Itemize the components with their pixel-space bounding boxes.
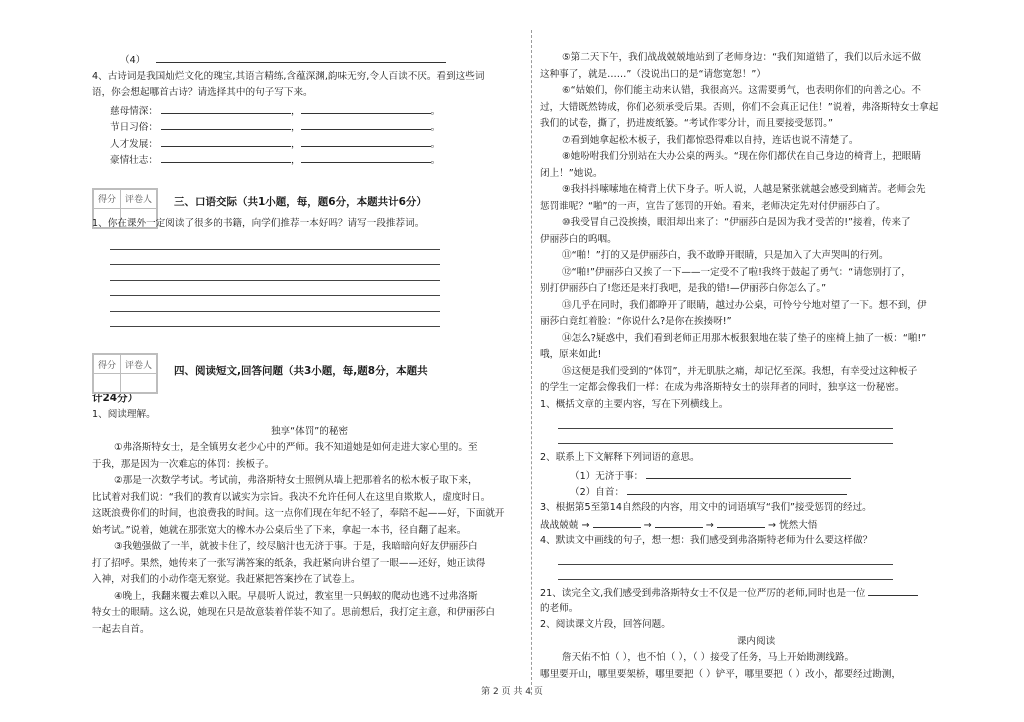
passage-line: ⑪“啪！”打的又是伊丽莎白，我不敢睁开眼睛，只是加入了大声哭叫的行列。	[562, 250, 889, 261]
passage-line: 我们的试卷，撕了，扔进废纸篓。“考试作零分计，而且要接受惩罚。”	[540, 118, 833, 129]
section-4-question-1: 1、阅读理解。	[92, 409, 156, 420]
passage-line: ⑩我受冒自己没挨揍，眼泪却出来了：“伊丽莎白是因为我才受苦的!”接着，传来了	[562, 217, 911, 228]
answer-line	[593, 516, 641, 528]
passage-line: 打了招呼。果然，她传来了一张写满答案的纸条，我赶紧向讲台望了一眼——还好，她正读得	[92, 557, 486, 569]
poem-row: 豪情壮志： ， 。	[92, 151, 527, 168]
passage-line: ③我勉强做了一半，就被卡住了，绞尽脑汁也无济于事。于是，我暗暗向好友伊丽莎白	[114, 541, 478, 552]
passage-line: 丽莎白竟红着脸：“你说什么?是你在挨揍呀!”	[540, 316, 732, 327]
section-3-question: 1、你在课外一定阅读了很多的书籍，向学们推荐一本好吗？请写一段推荐词。	[92, 217, 425, 229]
question-2a-label: （1）无济于事：	[570, 470, 644, 482]
passage-line: 哦，原来如此!	[540, 349, 602, 360]
passage-line: 于我，那是因为一次难忘的体罚：挨板子。	[92, 458, 275, 470]
passage-line: 过，大错既然铸成，你们必须承受后果。否则，你们不会真正记住！”说着，弗洛斯特女士拿起	[540, 101, 939, 113]
question-21	[540, 584, 972, 601]
score-box	[92, 353, 158, 394]
answer-line	[156, 51, 446, 63]
answer-lines	[110, 234, 440, 327]
answer-line	[301, 118, 431, 130]
passage-line: 这既浪费你们的时间，也浪费我的时间。这一点你们现在年纪不轻了，奉陪不起——好，下面就开	[92, 508, 505, 519]
answer-line	[558, 413, 893, 429]
passage-title: 独享“体罚”的秘密	[270, 425, 349, 437]
poem-row: 人才发展： ， 。	[92, 135, 527, 152]
passage-line: 入神，对我们的小动作毫无察觉。我赶紧把答案抄在了试卷上。	[92, 574, 361, 585]
answer-line	[301, 102, 431, 114]
score-label: 得分	[94, 189, 121, 208]
extra-line: 哪里要开山，哪里要架桥，哪里要把（ ）铲平，哪里要把（ ）改小，都要经过勘测，	[540, 668, 902, 680]
question-2a	[540, 467, 972, 484]
answer-line	[110, 265, 440, 281]
passage-line: 特女士的眼睛。这么说，她现在只是故意装着佯装不知了。思前想后，我打定主意，和伊丽莎白	[92, 607, 495, 618]
section-4-title: 四、阅读短文,回答问题（共3小题，每,题8分，本题共	[174, 365, 428, 377]
answer-line	[110, 281, 440, 297]
passage-line: 这种事了，就是……”（没说出口的是“请您宽恕！”）	[540, 68, 766, 80]
passage-line: 惩罚谁呢？“啪”的一声，宣告了惩罚的开始。看来，老师决定先对付伊丽莎白了。	[540, 200, 886, 212]
question-3: 3、根据第5至第14自然段的内容，用文中的词语填写“我们”接受惩罚的经过。	[540, 501, 872, 513]
answer-line	[110, 296, 440, 312]
answer-line	[558, 549, 893, 565]
passage-line: 别打伊丽莎白了!您还是来打我吧，是我的错!—伊丽莎白你怎么了。”	[540, 283, 827, 294]
passage-line: ⑭怎么?疑惑中，我们看到老师正用那木板狠狠地在装了垫子的座椅上抽了一板：“啪!”	[562, 332, 927, 344]
passage-line: ⑤第二天下午，我们战战兢兢地站到了老师身边：“我们知道错了，我们以后永远不做	[562, 52, 921, 63]
answer-line	[301, 135, 431, 147]
question-1: 1、概括文章的主要内容，写在下列横线上。	[540, 398, 729, 410]
answer-line	[301, 151, 431, 163]
arrow-icon: →	[705, 520, 714, 531]
grader-label: 评卷人	[121, 355, 157, 374]
passage-line: 始考试。”说着，她就在那张宽大的橡木办公桌后坐了下来，拿起一本书，径自翻了起来。	[92, 524, 467, 536]
fill-end: 恍然大悟	[779, 520, 818, 531]
answer-line	[110, 250, 440, 266]
answer-line	[110, 234, 440, 250]
passage-line: ⑦看到她拿起松木板子，我们都惊恐得难以自持，连话也说不清楚了。	[562, 134, 859, 146]
passage-line: ⑬几乎在同时，我们都睁开了眼睛，越过办公桌，可怜兮兮地对望了一下。想不到，伊	[562, 299, 927, 311]
answer-line	[161, 135, 291, 147]
score-label: 得分	[94, 355, 121, 374]
right-column	[540, 50, 972, 683]
answer-line	[558, 429, 893, 445]
answer-line	[868, 584, 918, 596]
poem-row-label: 豪情壮志：	[110, 155, 158, 166]
answer-line	[558, 565, 893, 581]
extra-title: 课内阅读	[736, 635, 776, 647]
passage-line: ⑥“姑娘们，你们能主动来认错，我很高兴。这需要勇气，也表明你们的向善之心。不	[562, 85, 921, 96]
answer-lines	[558, 549, 893, 580]
question-4: 4、默读文中画线的句子，想一想：我们感受到弗洛斯特老师为什么要这样做？	[540, 534, 873, 546]
answer-line	[717, 516, 765, 528]
passage-line: ⑮这便是我们受到的“体罚”，并无肌肤之痛，却记忆至深。我想，有幸受过这种板子	[562, 365, 918, 377]
passage-right	[540, 50, 972, 397]
answer-line	[627, 483, 847, 495]
passage-line: ①弗洛斯特女士，是全镇男女老少心中的严师。我不知道她是如何走进大家心里的。至	[114, 442, 478, 453]
poem-row-label: 慈母情深：	[110, 105, 158, 117]
question-21-text: 21、读完全文,我们感受到弗洛斯特女士不仅是一位严厉的老师,同时也是一位	[540, 588, 866, 599]
poem-row: 节日习俗： ， 。	[92, 118, 527, 135]
section-3-title: 三、口语交际（共1小题，每，题6分，本题共计6分）	[174, 195, 427, 208]
passage-line: ②那是一次数学考试。考试前，弗洛斯特女士照例从墙上把那着名的松木板子取下来，	[114, 475, 478, 486]
fill-start: 战战兢兢	[540, 520, 579, 531]
q4-line-2: 语，你会想起哪首古诗？请选择其中的句子写下来。	[92, 87, 313, 98]
question-2b	[540, 483, 972, 500]
poem-row: 慈母情深： ， 。	[92, 102, 527, 119]
answer-line	[646, 467, 851, 479]
passage-line: ④晚上，我翻来覆去难以入眠。早晨听人说过，教室里一只蚂蚁的爬动也逃不过弗洛斯	[114, 590, 478, 602]
poem-row-label: 人才发展：	[110, 138, 158, 150]
passage-line: 闭上！”她说。	[540, 167, 603, 179]
answer-line	[110, 312, 440, 328]
question-3-fill	[540, 516, 972, 533]
extra-line: 詹天佑不怕（ ），也不怕（ ），（ ）接受了任务，马上开始勘测线路。	[562, 652, 855, 663]
question-2: 2、联系上下文解释下列词语的意思。	[540, 452, 700, 463]
left-column	[92, 52, 527, 638]
poem-row-label: 节日习俗：	[110, 122, 158, 133]
passage-left	[92, 440, 527, 638]
passage-line: 一起去自首。	[92, 623, 150, 635]
item-label: （4）	[120, 55, 146, 66]
answer-line	[161, 151, 291, 163]
question-2b-label: （2）自首：	[570, 487, 625, 498]
question-second: 2、阅读课文片段，回答问题。	[540, 619, 671, 630]
column-divider	[531, 30, 532, 695]
section-4-header	[92, 353, 527, 383]
passage-line: 的学生一定都会像我们一样：在成为弗洛斯特女士的崇拜者的同时，独享这一份秘密。	[540, 382, 905, 393]
arrow-icon: →	[643, 520, 652, 531]
q3-item-4	[92, 51, 527, 68]
passage-line: ⑧她吩咐我们分别站在大办公桌的两头。“现在你们都伏在自己身边的椅背上，把眼睛	[562, 151, 921, 162]
passage-line: 比试着对我们说：“我们的教育以诚实为宗旨。我决不允许任何人在这里自欺欺人，虚度时日。	[92, 491, 491, 503]
answer-lines	[558, 413, 893, 444]
passage-line: ⑫“啪!”伊丽莎白又挨了一下——一定受不了啦!我终于鼓起了勇气：“请您别打了，	[562, 266, 911, 278]
grader-label: 评卷人	[121, 189, 157, 208]
question-21-end: 的老师。	[540, 602, 579, 614]
arrow-icon: →	[767, 520, 776, 531]
q4-line-1: 4、古诗词是我国灿烂文化的瑰宝,其语言精练,含蕴深渊,韵味无穷,令人百读不厌。看到这些词	[92, 70, 485, 82]
answer-line	[161, 118, 291, 130]
answer-line	[161, 102, 291, 114]
answer-line	[655, 516, 703, 528]
page-footer: 第 2 页 共 4 页	[481, 687, 543, 697]
passage-line: ⑨我抖抖嗦嗦地在椅背上伏下身子。听人说，人越是紧张就越会感受到痛苦。老师会先	[562, 184, 926, 195]
score-cell	[94, 374, 121, 393]
poem-rows	[92, 102, 527, 168]
grader-cell	[121, 374, 157, 393]
section-4-title-cont: 计24分）	[92, 392, 139, 404]
arrow-icon: →	[581, 520, 590, 531]
section-3-header	[92, 188, 527, 216]
passage-line: 伊丽莎白的呜咽。	[540, 233, 617, 245]
